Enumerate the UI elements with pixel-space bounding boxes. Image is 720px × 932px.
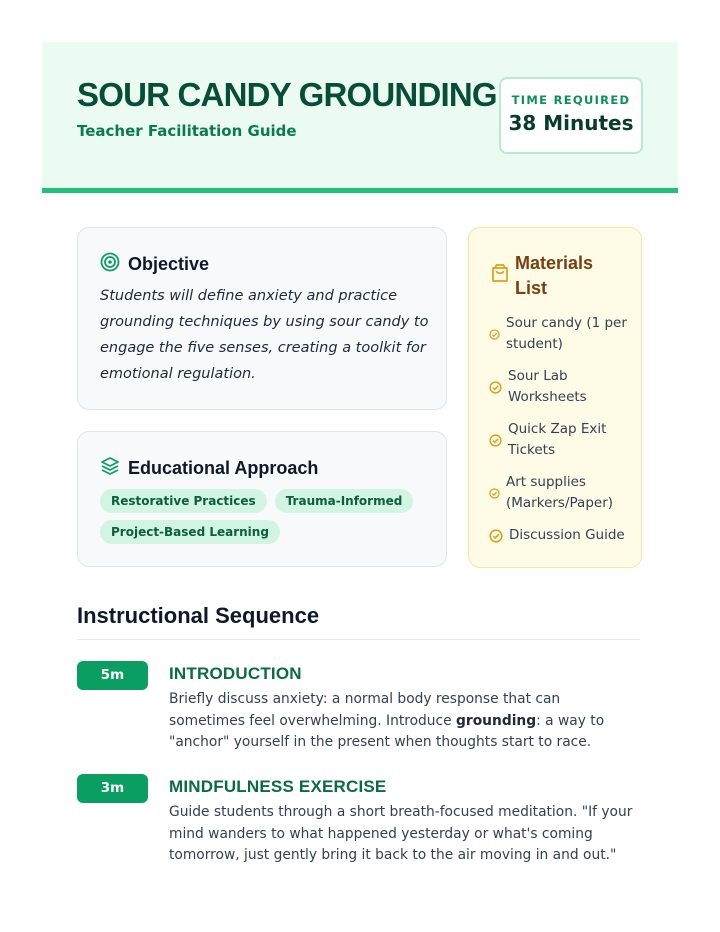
approach-tags — [100, 489, 430, 544]
approach-tag: Trauma-Informed — [275, 489, 414, 513]
section-divider — [77, 639, 640, 640]
check-circle-icon — [489, 434, 502, 447]
materials-item-label: Sour Lab Worksheets — [508, 368, 587, 405]
step-duration-badge: 5m — [77, 661, 148, 690]
approach-tag: Restorative Practices — [100, 489, 267, 513]
approach-header — [100, 456, 318, 481]
check-circle-icon — [489, 381, 502, 394]
check-circle-icon — [489, 529, 503, 543]
sequence-heading: Instructional Sequence — [77, 603, 320, 628]
materials-heading: Materials List — [515, 253, 594, 298]
shopping-bag-icon — [491, 263, 509, 301]
approach-heading: Educational Approach — [128, 458, 319, 478]
materials-list — [489, 313, 637, 557]
layers-icon — [100, 456, 120, 481]
materials-item — [489, 366, 637, 408]
materials-item-label: Art supplies (Markers/Paper) — [506, 474, 614, 511]
step-title: INTRODUCTION — [169, 664, 302, 683]
objective-heading: Objective — [128, 254, 210, 274]
materials-item — [489, 313, 637, 355]
time-required-value: 38 Minutes — [508, 111, 634, 135]
materials-item-label: Discussion Guide — [509, 527, 625, 543]
materials-list-card — [468, 227, 642, 568]
objective-header — [100, 252, 209, 277]
time-required-box — [499, 77, 643, 154]
objective-text: Students will define anxiety and practice grounding techniques by using sour candy to engage the five senses, creating a toolkit for emotional regulation. — [100, 288, 429, 382]
materials-item-label: Quick Zap Exit Tickets — [508, 421, 607, 458]
check-circle-icon — [489, 329, 500, 340]
step-text-part: Briefly discuss anxiety: a normal body response that can sometimes feel overwhelming. Introduce — [169, 691, 561, 729]
target-icon — [100, 252, 120, 277]
step-description — [169, 689, 637, 754]
step-text-part: : a way to "anchor" yourself in the present when thoughts start to race. — [169, 712, 605, 750]
step-duration-badge: 3m — [77, 774, 148, 803]
materials-item — [489, 472, 637, 514]
page-title: SOUR CANDY GROUNDING — [77, 76, 497, 113]
step-description: Guide students through a short breath-focused meditation. "If your mind wanders to what happened yesterday or what's coming tomorrow, just gently bring it back to the air moving in and out." — [169, 804, 633, 863]
page-header — [42, 42, 678, 193]
approach-tag: Project-Based Learning — [100, 520, 280, 544]
materials-item — [489, 419, 637, 461]
educational-approach-card — [77, 431, 447, 567]
materials-item-label: Sour candy (1 per student) — [506, 315, 627, 352]
time-required-label: TIME REQUIRED — [511, 93, 631, 107]
step-title: MINDFULNESS EXERCISE — [169, 777, 387, 796]
page-subtitle: Teacher Facilitation Guide — [77, 122, 297, 140]
materials-item — [489, 525, 637, 546]
step-text-bold: grounding — [456, 712, 537, 729]
check-circle-icon — [489, 488, 500, 499]
objective-card — [77, 227, 447, 410]
materials-header — [491, 251, 605, 301]
